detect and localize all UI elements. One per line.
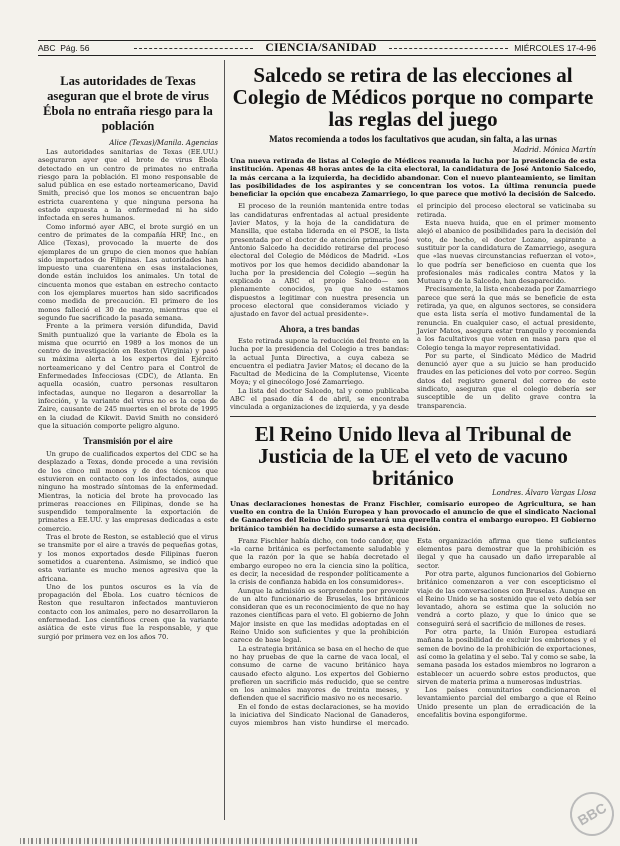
column-divider — [224, 60, 225, 820]
paragraph: Por su parte, el Sindicato Médico de Madrid denunció ayer que a su juicio se han producido fraudes en las peticiones del voto por correo. Según datos del registro general del correo de este sindicato, aseguran que el colegio debería ser susceptible de un delito grave contra la transparencia. — [417, 351, 596, 410]
left-article — [38, 60, 218, 820]
paragraph: Como informó ayer ABC, el brote surgió en un centro de primates de la compañía HRP, Inc., en Alice (Texas), provocado la muerte de dos ejemplares de un grupo de cien monos que habían sido importados de Filipinas. Las autoridades han impuesto una cuarentena en esas instalaciones, donde están incluidos los animales. Un total de cincuenta monos que estaban en estrecho contacto con los ejemplares muertos han sido sacrificados como medida de precaución. El primero de los monos falleció el 30 de marzo, mientras que el segundo fue sacrificado la pasada semana. — [38, 222, 218, 322]
paragraph: Franz Fischler había dicho, con todo candor, que «la carne británica es perfectamente saludable y que la razón por la que se había decretado el embargo europeo no era la ciencia sino la política, es decir, la necesidad de responder políticamente a la crisis de confianza habida en los consumidores». — [230, 536, 409, 587]
paragraph: Las autoridades sanitarias de Texas (EE.UU.) aseguraron ayer que el brote de virus Ébola detectado en un centro de primates no entraña riesgo para la población. El mono responsable de salud pública en ese estado norteamericano, David Smith, precisó que los monos se encuentran bajo estricta cuarentena y que ninguna persona ha estado expuesta a la enfermedad ni ha sido infectada en seres humanos. — [38, 148, 218, 223]
paragraph: Un grupo de cualificados expertos del CDC se ha desplazado a Texas, donde procede a una revisión de los cinco mil monos y de dos técnicos que estuvieron en contacto con los infectados, aunque ninguno ha mostrado síntomas de la enfermedad. Mientras, la noticia del brote ha provocado las primeras reacciones en Filipinas, donde se ha suspendido temporalmente la exportación de primates a EE.UU. y las empresas dedicadas a este comercio. — [38, 450, 218, 533]
left-article-subhead: Transmisión por el aire — [83, 436, 173, 447]
paragraph: En el fondo de estas declaraciones, se ha movido la iniciativa del Sindicato Nacional de Ganaderos, cuyos miembros han visto hundirse el mercado. Esta organización afirma que tiene suficientes elementos para demostrar que la prohibición es ilegal y que ha causado un daño irreparable al sector. — [230, 536, 596, 728]
left-article-body-2 — [38, 450, 218, 641]
paragraph: Por otra parte, la Unión Europea estudiará mañana la posibilidad de excluir los embriones y el semen de bovino de la prohibición de exportaciones, así como la gelatina y el sebo. Tal y como se sabe, la semana pasada los estados miembros no lograron a establecer un acuerdo sobre estos productos, que sirven de materia prima a numerosas industrias. — [417, 628, 596, 686]
article-reino-unido-body — [230, 537, 596, 728]
paragraph: Este retirada supone la reducción del frente en la lucha por la presidencia del Colegio a tres bandas: la actual Junta Directiva, a cuya cabeza se encuentra el pediatra Javier Matos; el decano de la Facultad de Medicina de la Complutense, Vicente Moya; y el ginecólogo José Zamarriego. — [230, 336, 409, 387]
article-salcedo — [230, 64, 596, 412]
header-rule — [134, 48, 253, 49]
paragraph: La lista del doctor Salcedo, tal y como publicaba ABC el pasado día 4 de abril, se encontraba vinculada a organizaciones de izquierda, y ya desde el principio del proceso electoral se vaticinaba su retirada. — [230, 202, 596, 412]
paragraph: Tras el brote de Reston, se estableció que el virus se transmite por el aire a través de pequeñas gotas, y los monos exportados desde Filipinas fueron sometidos a cuarentena. Asimismo, se indicó que esta variante es mucho menos agresiva que la africana. — [38, 533, 218, 583]
page-number: ABC Pág. 56 — [38, 43, 90, 53]
page-header — [38, 40, 596, 56]
scan-barcode — [20, 838, 420, 844]
paragraph: Frente a la primera versión difundida, David Smith puntualizó que la variante de Ébola es la misma que ocurrió en 1989 a los monos de un centro de investigación en Reston (Virginia) y pasó su máxima alerta a los expertos del Ejército norteamericano y del Centro para el Control de Enfermedades Infecciosas (CDC), de Atlanta. En aquella ocasión, cuatro personas resultaron infectadas, aunque no llegaron a desarrollar la infección, y la variante del virus no es la cepa de Zaire, causante de 245 muertes en el brote de 1995 en la ciudad de Kikwit. David Smith no consideró que la situación comporte peligro alguno. — [38, 322, 218, 430]
article-salcedo-title: Salcedo se retira de las elecciones al Colegio de Médicos porque no comparte las reglas del juego — [232, 63, 594, 131]
paragraph: El proceso de la reunión mantenida entre todas las candidaturas enfrentadas al actual presidente Javier Matos, y la hoja de la candidatura de Mansilla, que estaba liderada en el PSOE, la lista presentada por el doctor de atención primaria José Antonio Salcedo ha decidido retirarse del proceso electoral del Colegio de Médicos de Madrid. «Los motivos por los que hemos decidido abandonar la lucha por la presidencia del Colegio —según ha explicado a ABC el propio Salcedo— son plenamente conocidos, ya que no estamos dispuestos a legitimar con nuestra presencia un proceso electoral que consideramos viciado y ajustado en favor del actual presidente». — [230, 202, 409, 319]
article-salcedo-body — [230, 202, 596, 411]
left-article-title: Las autoridades de Texas aseguran que el brote de virus Ébola no entraña riesgo para la población — [43, 74, 213, 133]
article-salcedo-subhead: Ahora, a tres bandas — [279, 323, 360, 334]
left-article-byline: Alice (Texas)/Manila. Agencias — [109, 139, 218, 147]
article-separator — [230, 416, 596, 417]
paragraph: Precisamente, la lista encabezada por Zamarriego parece que será la que más se beneficie de esta retirada, ya que, en algunos sectores, se considera que esta lista sería el motivo fundamental de la renuncia. En cualquier caso, el actual presidente, Javier Matos, asegura estar tranquilo y recomienda a los facultativos que voten en masa para que el Colegio tenga la mayor representatividad. — [417, 285, 596, 352]
section-title: CIENCIA/SANIDAD — [265, 42, 377, 54]
paragraph: Uno de los puntos oscuros es la vía de propagación del Ébola. Los cuatro técnicos de Reston que resultaron infectados mantuvieron contacto con los animales, pero no desarrollaron la enfermedad. Los científicos creen que la variante asiática de este virus fue la responsable, y que surgió por primera vez en los años 70. — [38, 582, 218, 641]
article-salcedo-subtitle: Matos recomienda a todos los facultativos que acudan, sin falta, a las urnas — [269, 134, 557, 144]
article-salcedo-lead: Una nueva retirada de listas al Colegio de Médicos reanuda la lucha por la presidencia de esta institución. Apenas 48 horas antes de la cita electoral, la candidatura de José Antonio Salcedo, la más cercana a la izquierda, ha decidido abandonar. Con el nuevo planteamiento, se limitan las posibilidades de los aspirantes y se concentran los votos. La última renuncia puede beneficiar la opción que encabeza Zamarriego, lo que parece que motivó la decisión de Salcedo. — [230, 157, 596, 199]
right-column — [230, 60, 596, 830]
left-article-body — [38, 148, 218, 430]
issue-date: MIÉRCOLES 17-4-96 — [514, 43, 597, 53]
article-salcedo-byline: Madrid. Mónica Martín — [512, 146, 596, 154]
archive-stamp: BBC — [562, 784, 620, 844]
article-reino-unido — [230, 423, 596, 728]
article-reino-unido-byline: Londres. Álvaro Vargas Llosa — [492, 488, 596, 497]
article-reino-unido-lead: Unas declaraciones honestas de Franz Fischler, comisario europeo de Agricultura, se han vuelto en contra de la Unión Europea y han provocado el anuncio de que el sindicato Nacional de Ganaderos del Reino Unido presentará una querella contra el embargo europeo. El Gobierno británico también ha decidido sumarse a esta decisión. — [230, 499, 596, 533]
header-rule — [389, 48, 508, 49]
paragraph: Esta nueva huida, que en el primer momento alejó el abanico de posibilidades para la decisión del voto, de hecho, el doctor Lozano, aspirante a sustituir por la candidatura de Zamarriego, asegura que «las nuevas circunstancias refuerzan el voto», lo que podría ser beneficioso en cuenta que los profesionales más radicales contra Matos y la Mutuara y de la Salcedo, han desaparecido. — [417, 219, 596, 286]
paragraph: Los países comunitarios condicionaron el levantamiento parcial del embargo a que el Reino Unido presente un plan de erradicación de la encefalitis bovina espongiforme. — [417, 686, 596, 720]
paragraph: Por otra parte, algunos funcionarios del Gobierno británico comenzaron a ver con escepticismo el viaje de las conversaciones con Bruselas. Aunque en el Reino Unido se ha sostenido que el veto debía ser levantado, ahora se estima que la solución no vendrá a corto plazo, y que lo único que se conseguirá será el sacrificio de millones de reses. — [417, 569, 596, 628]
article-reino-unido-title: El Reino Unido lleva al Tribunal de Justicia de la UE el veto de vacuno británico — [254, 421, 572, 490]
paragraph: La estrategia británica se basa en el hecho de que no hay pruebas de que la carne de vaca local, el consumo de carne de vacuno británico haya causado efecto alguno. Los expertos del Gobierno prefieren un sacrificio más reducido, que se centre en los animales mayores de treinta meses, y defienden que el sacrificio masivo no es necesario. — [230, 644, 409, 703]
paragraph: Aunque la admisión es sorprendente por provenir de un alto funcionario de Bruselas, los británicos consideran que es un reconocimiento de que no hay razones científicas para el veto. El gobierno de John Major insiste en que las medidas adoptadas en el Reino Unido son suficientes y que la prohibición carece de base legal. — [230, 586, 409, 645]
